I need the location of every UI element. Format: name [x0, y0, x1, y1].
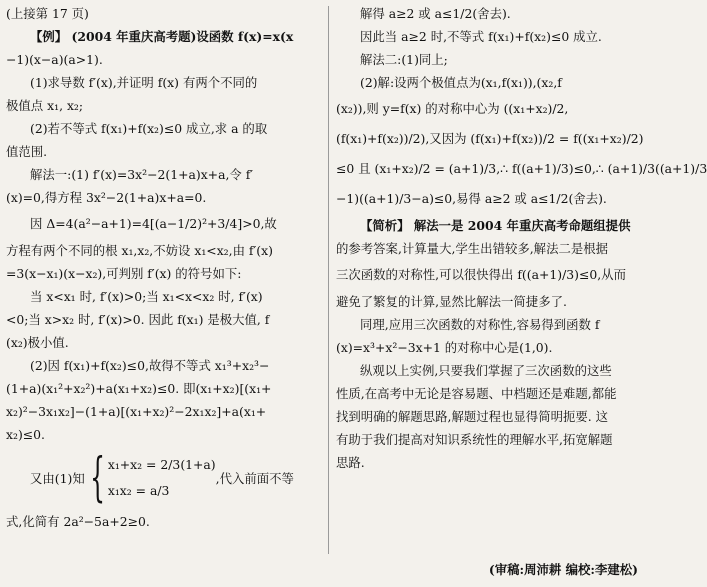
analysis-line: 避免了繁复的计算,显然比解法一简捷多了.	[336, 294, 567, 309]
solution-2-heading: 解法二:(1)同上;	[360, 52, 448, 67]
question-1: (1)求导数 f′(x),并证明 f(x) 有两个不同的	[30, 75, 258, 90]
solution-2-line: ≤0 且 (x₁+x₂)/2 = (a+1)/3,∴ f((a+1)/3)≤0,∴ (a+1)/3((a+1)/3	[336, 161, 707, 176]
analysis-line: (x)=x³+x²−3x+1 的对称中心是(1,0).	[336, 340, 553, 355]
solution-1-line: (2)因 f(x₁)+f(x₂)≤0,故得不等式 x₁³+x₂³−	[30, 358, 270, 373]
solution-1-line: x₂)²−3x₁x₂]−(1+a)[(x₁+x₂)²−2x₁x₂]+a(x₁+	[6, 404, 267, 419]
solution-1-line: (x₂)极小值.	[6, 335, 69, 350]
solution-1-line: 解法一:(1) f′(x)=3x²−2(1+a)x+a,令 f′	[30, 167, 254, 182]
solution-1-line: =3(x−x₁)(x−x₂),可判别 f′(x) 的符号如下:	[6, 266, 242, 281]
solution-1-line: (1+a)(x₁²+x₂²)+a(x₁+x₂)≤0. 即(x₁+x₂)[(x₁+	[6, 381, 272, 396]
question-1-cont: 极值点 x₁, x₂;	[6, 98, 84, 113]
solution-2-line: (f(x₁)+f(x₂))/2),又因为 (f(x₁)+f(x₂))/2 = f((x₁+x₂)/2)	[336, 131, 644, 146]
equation-system	[6, 446, 322, 510]
solution-2-line: −1)((a+1)/3−a)≤0,易得 a≥2 或 a≤1/2(舍去).	[336, 191, 607, 206]
column-divider	[328, 6, 329, 554]
analysis-heading: 【简析】 解法一是 2004 年重庆高考命题组提供	[360, 218, 631, 233]
system-suffix: ,代入前面不等	[215, 470, 294, 486]
left-column	[6, 2, 322, 533]
summary-line: 性质,在高考中无论是容易题、中档题还是难题,都能	[336, 386, 617, 401]
system-lines	[108, 452, 216, 504]
example-heading: 【例】 (2004 年重庆高考题)设函数 f(x)=x(x	[30, 29, 294, 44]
summary-line: 有助于我们提高对知识系统性的理解水平,拓宽解题	[336, 432, 613, 447]
analysis-line: 的参考答案,计算量大,学生出错较多,解法二是根据	[336, 241, 609, 256]
solution-1-line: 解得 a≥2 或 a≤1/2(舍去).	[360, 6, 511, 21]
system-equation-1: x₁+x₂ = 2/3(1+a)	[107, 457, 216, 472]
summary-line: 思路.	[336, 455, 365, 470]
solution-1-conclusion: 因此当 a≥2 时,不等式 f(x₁)+f(x₂)≤0 成立.	[360, 29, 602, 44]
solution-1-line: x₂)≤0.	[6, 427, 45, 442]
analysis-line: 三次函数的对称性,可以很快得出 f((a+1)/3)≤0,从而	[336, 267, 626, 282]
question-2: (2)若不等式 f(x₁)+f(x₂)≤0 成立,求 a 的取	[30, 121, 268, 136]
editor-credits: (审稿:周沛耕 编校:李建松)	[488, 562, 638, 577]
solution-2-line: (2)解:设两个极值点为(x₁,f(x₁)),(x₂,f	[360, 75, 562, 90]
solution-1-line: 方程有两个不同的根 x₁,x₂,不妨设 x₁<x₂,由 f′(x)	[6, 243, 273, 258]
solution-1-line: 因 Δ=4(a²−a+1)=4[(a−1/2)²+3/4]>0,故	[30, 216, 277, 231]
brace-icon: {	[89, 448, 105, 508]
summary-line: 纵观以上实例,只要我们掌握了三次函数的这些	[360, 363, 612, 378]
continuation-note: (上接第 17 页)	[6, 6, 89, 21]
solution-1-line: <0;当 x>x₂ 时, f′(x)>0. 因此 f(x₁) 是极大值, f	[6, 312, 270, 327]
solution-1-line: 当 x<x₁ 时, f′(x)>0;当 x₁<x<x₂ 时, f′(x)	[30, 289, 263, 304]
solution-1-line: 式,化简有 2a²−5a+2≥0.	[6, 514, 150, 529]
system-prefix: 又由(1)知	[30, 470, 85, 486]
question-2-cont: 值范围.	[6, 144, 48, 159]
analysis-line: 同理,应用三次函数的对称性,容易得到函数 f	[360, 317, 600, 332]
solution-2-line: (x₂)),则 y=f(x) 的对称中心为 ((x₁+x₂)/2,	[336, 101, 569, 116]
solution-1-line: (x)=0,得方程 3x²−2(1+a)x+a=0.	[6, 190, 207, 205]
summary-line: 找到明确的解题思路,解题过程也显得简明扼要. 这	[336, 409, 609, 424]
example-text: −1)(x−a)(a>1).	[6, 52, 103, 67]
system-equation-2: x₁x₂ = a/3	[107, 483, 170, 498]
right-column	[336, 2, 707, 474]
